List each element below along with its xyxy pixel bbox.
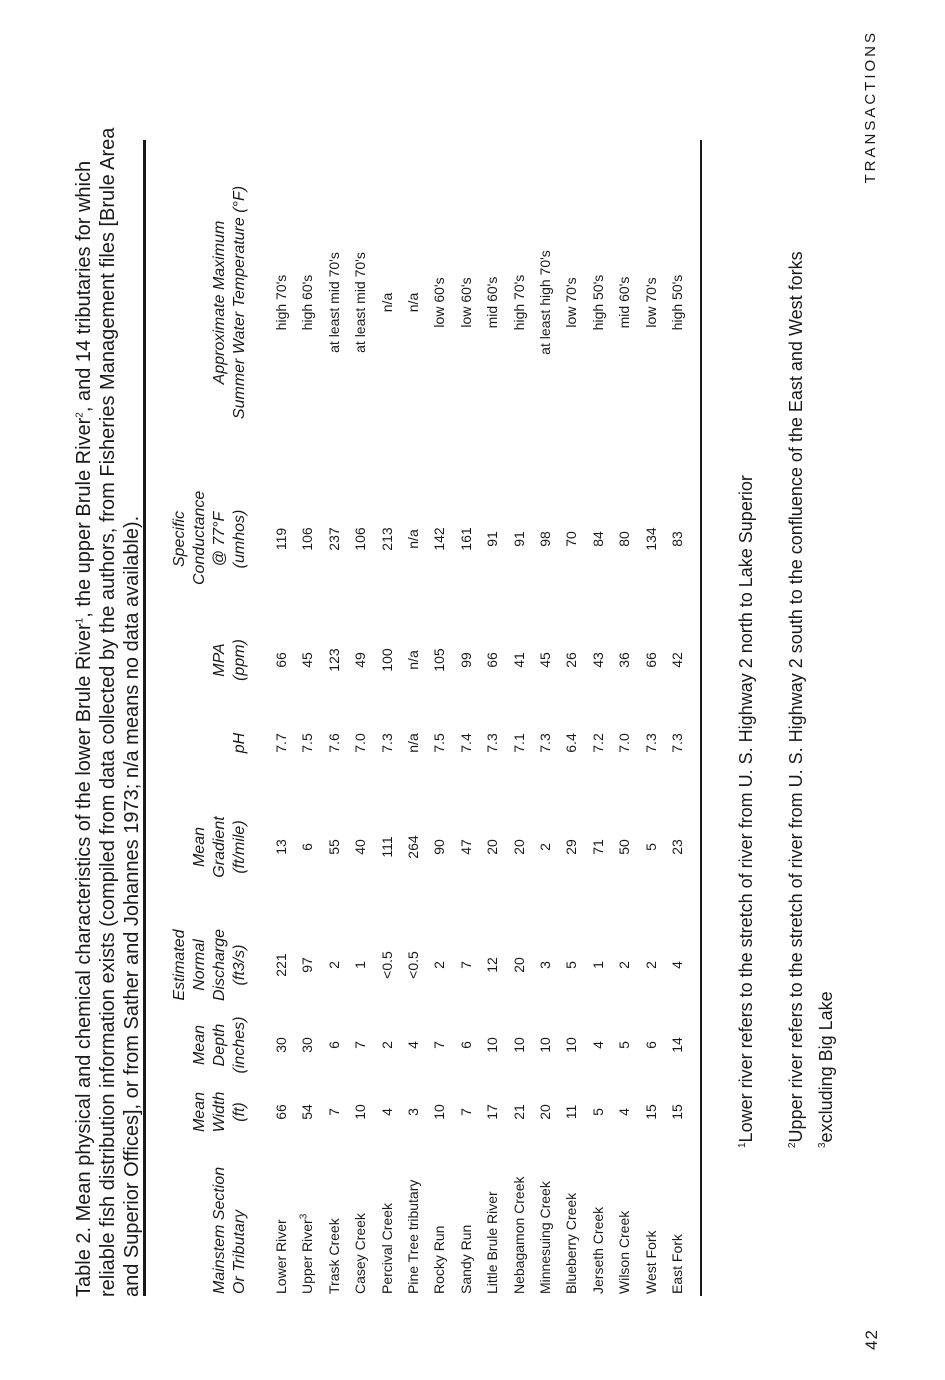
- cell-conductance: 119: [273, 527, 289, 551]
- footnote-1: $^1$Lower river refers to the stretch of river from U. S. Highway 2 north to Lake Superior: [736, 475, 756, 1148]
- table-bottom-rule: [700, 140, 702, 1296]
- table-row: [637, 0, 665, 1380]
- cell-gradient: 40: [352, 839, 369, 855]
- cell-gradient: 47: [457, 839, 474, 855]
- header-section: Mainstem Section Or Tributary: [211, 1166, 248, 1294]
- cell-mpa: 100: [378, 648, 395, 672]
- cell-conductance: 161: [457, 527, 474, 551]
- cell-discharge: 20: [510, 957, 527, 973]
- cell-depth: 4: [589, 1041, 606, 1049]
- page-number: 42: [862, 1329, 881, 1350]
- caption-text-1: Table 2. Mean physical and chemical characteristics of the lower Brule River: [73, 623, 95, 1297]
- cell-mpa: 66: [642, 652, 659, 668]
- cell-depth: 10: [563, 1037, 580, 1053]
- cell-discharge: 2: [642, 961, 659, 969]
- caption-text-3: , and 14 tributaries for which reliable fish distribution information exists (compiled from data collected by the authors, from Fisheries Management files [Brule Area and Superior Offices], or from Sather and Johannes 1973; n/a means no data available).: [73, 127, 143, 1297]
- cell-discharge: 5: [563, 961, 580, 969]
- cell-discharge: 2: [325, 961, 342, 969]
- cell-ph: 7.0: [616, 733, 633, 753]
- cell-mpa: n/a: [405, 650, 421, 670]
- cell-gradient: 5: [642, 843, 659, 851]
- footnote-2: $^2$Upper river refers to the stretch of river from U. S. Highway 2 south to the confluence of the East and West forks: [786, 251, 806, 1148]
- cell-width: 21: [510, 1104, 527, 1120]
- cell-discharge: 2: [431, 961, 448, 969]
- cell-name: Wilson Creek: [616, 1210, 633, 1294]
- table-row: [610, 0, 638, 1380]
- table-row: [478, 0, 506, 1380]
- cell-name: Casey Creek: [352, 1213, 369, 1294]
- cell-gradient: 13: [273, 839, 289, 855]
- cell-mpa: 26: [563, 652, 580, 668]
- cell-width: 66: [273, 1104, 289, 1120]
- cell-temperature: low 60's: [457, 277, 474, 328]
- cell-mpa: 66: [273, 652, 289, 668]
- cell-gradient: 71: [589, 839, 606, 855]
- cell-depth: 30: [273, 1037, 289, 1053]
- cell-ph: 7.7: [273, 733, 289, 753]
- cell-depth: 5: [616, 1041, 633, 1049]
- cell-mpa: 36: [616, 652, 633, 668]
- table-header: [150, 0, 250, 1380]
- cell-temperature: low 70's: [563, 277, 580, 328]
- cell-name: Pine Tree tributary: [405, 1179, 421, 1294]
- cell-conductance: 134: [642, 527, 659, 551]
- header-depth: Mean Depth (inches): [191, 1016, 248, 1074]
- cell-name: Jerseth Creek: [589, 1206, 606, 1294]
- cell-name: Sandy Run: [457, 1224, 474, 1294]
- cell-mpa: 42: [669, 652, 685, 668]
- cell-name: Rocky Run: [431, 1225, 448, 1294]
- cell-discharge: <0.5: [378, 951, 395, 979]
- cell-width: 20: [537, 1104, 553, 1120]
- header-conductance: Specific Conductance @ 77°F (umhos): [171, 490, 248, 585]
- caption-text-2: , the upper Brule River: [73, 417, 95, 618]
- cell-ph: 7.2: [589, 733, 606, 753]
- cell-name: Minnesuing Creek: [537, 1181, 553, 1294]
- cell-temperature: mid 60's: [484, 276, 501, 329]
- cell-discharge: 221: [273, 953, 289, 977]
- cell-depth: 14: [669, 1037, 685, 1053]
- cell-discharge: 97: [299, 957, 316, 973]
- cell-gradient: 111: [378, 836, 395, 858]
- header-ph: pH: [231, 732, 248, 754]
- cell-gradient: 90: [431, 839, 448, 855]
- table-row: [505, 0, 533, 1380]
- cell-conductance: 142: [431, 527, 448, 551]
- cell-ph: 7.3: [484, 733, 501, 753]
- cell-gradient: 50: [616, 839, 633, 855]
- cell-depth: 7: [431, 1041, 448, 1049]
- table-caption: [72, 117, 144, 1297]
- cell-temperature: at least high 70's: [537, 250, 553, 355]
- cell-width: 54: [299, 1104, 316, 1120]
- cell-mpa: 45: [299, 652, 316, 668]
- cell-gradient: 20: [510, 839, 527, 855]
- cell-width: 15: [642, 1104, 659, 1120]
- cell-discharge: 2: [616, 961, 633, 969]
- cell-depth: 10: [484, 1037, 501, 1053]
- cell-depth: 30: [299, 1037, 316, 1053]
- cell-temperature: high 70's: [510, 274, 527, 331]
- cell-conductance: 83: [669, 531, 685, 547]
- cell-name: Blueberry Creek: [563, 1192, 580, 1294]
- cell-conductance: 70: [563, 531, 580, 547]
- cell-mpa: 41: [510, 652, 527, 668]
- header-discharge: Estimated Normal Discharge (ft3/s): [171, 928, 248, 1002]
- cell-mpa: 105: [431, 648, 448, 672]
- cell-gradient: 23: [669, 839, 685, 855]
- table-row: [531, 0, 559, 1380]
- cell-temperature: high 70's: [273, 274, 289, 331]
- cell-temperature: high 50's: [669, 274, 685, 331]
- header-mpa: MPA (ppm): [211, 639, 248, 681]
- cell-mpa: 43: [589, 652, 606, 668]
- cell-depth: 6: [457, 1041, 474, 1049]
- cell-mpa: 45: [537, 652, 553, 668]
- table-row: [373, 0, 401, 1380]
- cell-width: 7: [457, 1108, 474, 1116]
- cell-temperature: high 60's: [299, 274, 316, 331]
- cell-width: 17: [484, 1104, 501, 1120]
- cell-name: Little Brule River: [484, 1191, 501, 1294]
- cell-conductance: 237: [325, 527, 342, 551]
- table-row: [452, 0, 480, 1380]
- cell-ph: 7.3: [642, 733, 659, 753]
- running-head: TRANSACTIONS: [862, 30, 879, 184]
- cell-conductance: 106: [352, 527, 369, 551]
- cell-discharge: 12: [484, 957, 501, 973]
- cell-temperature: low 70's: [642, 277, 659, 328]
- cell-width: 10: [431, 1104, 448, 1120]
- table-row: [320, 0, 348, 1380]
- cell-name: East Fork: [669, 1234, 685, 1294]
- cell-conductance: 98: [537, 531, 553, 547]
- cell-width: 4: [378, 1108, 395, 1116]
- table-row: [425, 0, 453, 1380]
- caption-sup-2: 2: [74, 412, 86, 418]
- cell-temperature: low 60's: [431, 277, 448, 328]
- cell-mpa: 99: [457, 652, 474, 668]
- cell-depth: 6: [642, 1041, 659, 1049]
- table-top-rule: [143, 140, 146, 1296]
- cell-mpa: 49: [352, 652, 369, 668]
- cell-temperature: mid 60's: [616, 276, 633, 329]
- cell-width: 3: [405, 1108, 421, 1116]
- cell-mpa: 123: [325, 648, 342, 672]
- cell-ph: 7.4: [457, 733, 474, 753]
- cell-temperature: at least mid 70's: [325, 252, 342, 353]
- cell-ph: 6.4: [563, 733, 580, 753]
- cell-name: Nebagamon Creek: [510, 1176, 527, 1294]
- cell-discharge: 7: [457, 961, 474, 969]
- cell-name: Lower River: [273, 1219, 289, 1294]
- cell-conductance: 80: [616, 531, 633, 547]
- cell-width: 4: [616, 1108, 633, 1116]
- cell-conductance: 91: [484, 531, 501, 547]
- cell-width: 10: [352, 1104, 369, 1120]
- cell-depth: 2: [378, 1041, 395, 1049]
- cell-gradient: 264: [405, 835, 421, 859]
- cell-depth: 10: [510, 1037, 527, 1053]
- table-row: [663, 0, 691, 1380]
- cell-name: Trask Creek: [325, 1218, 342, 1294]
- cell-discharge: 1: [352, 961, 369, 969]
- cell-width: 11: [563, 1104, 580, 1120]
- cell-ph: 7.5: [299, 733, 316, 753]
- footnote-3: $^3$excluding Big Lake: [816, 991, 836, 1148]
- table-row: [293, 0, 321, 1380]
- cell-ph: 7.6: [325, 733, 342, 753]
- table-row: [584, 0, 612, 1380]
- cell-gradient: 29: [563, 839, 580, 855]
- caption-sup-1: 1: [74, 617, 86, 624]
- cell-temperature: high 50's: [589, 274, 606, 331]
- cell-name: West Fork: [642, 1230, 659, 1294]
- cell-gradient: 2: [537, 843, 553, 851]
- cell-conductance: n/a: [405, 529, 421, 549]
- cell-gradient: 55: [325, 839, 342, 855]
- cell-ph: 7.3: [669, 733, 685, 753]
- cell-ph: 7.3: [378, 733, 395, 753]
- cell-discharge: 1: [589, 961, 606, 969]
- cell-conductance: 106: [299, 527, 316, 551]
- cell-discharge: <0.5: [405, 951, 421, 979]
- cell-gradient: 6: [299, 843, 316, 851]
- cell-width: 5: [589, 1108, 606, 1116]
- cell-ph: n/a: [405, 733, 421, 753]
- table-row: [399, 0, 427, 1380]
- cell-ph: 7.0: [352, 733, 369, 753]
- cell-depth: 4: [405, 1041, 421, 1049]
- cell-width: 15: [669, 1104, 685, 1120]
- table-row: [267, 0, 295, 1380]
- cell-gradient: 20: [484, 839, 501, 855]
- cell-discharge: 4: [669, 961, 685, 969]
- table-row: [346, 0, 374, 1380]
- cell-depth: 7: [352, 1041, 369, 1049]
- cell-depth: 6: [325, 1041, 342, 1049]
- cell-conductance: 84: [589, 531, 606, 547]
- cell-name: Percival Creek: [378, 1202, 395, 1294]
- cell-ph: 7.1: [510, 733, 527, 753]
- cell-depth: 10: [537, 1037, 553, 1053]
- cell-temperature: at least mid 70's: [352, 252, 369, 353]
- cell-ph: 7.3: [537, 733, 553, 753]
- cell-ph: 7.5: [431, 733, 448, 753]
- cell-width: 7: [325, 1108, 342, 1116]
- cell-temperature: n/a: [405, 292, 421, 313]
- header-gradient: Mean Gradient (ft/mile): [191, 816, 248, 878]
- cell-discharge: 3: [537, 961, 553, 969]
- cell-conductance: 91: [510, 531, 527, 547]
- cell-mpa: 66: [484, 652, 501, 668]
- cell-temperature: n/a: [378, 292, 395, 313]
- table-row: [557, 0, 585, 1380]
- header-temperature: Approximate Maximum Summer Water Temperature (°F): [211, 185, 248, 420]
- cell-name: Upper River$^3$: [298, 1213, 316, 1294]
- cell-conductance: 213: [378, 527, 395, 551]
- header-width: Mean Width (ft): [191, 1091, 248, 1133]
